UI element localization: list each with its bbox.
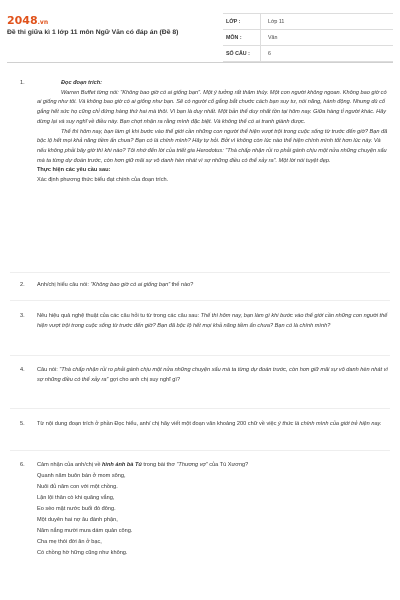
q6-pre: Cảm nhận của anh/chị về (37, 462, 102, 468)
q2-pre: Anh/chị hiểu câu nói: (37, 282, 91, 288)
q4-pre: Câu nói: (37, 367, 60, 373)
separator (10, 272, 390, 273)
q2-post: thế nào? (170, 282, 194, 288)
poem (37, 471, 389, 559)
meta-row-socau (223, 46, 393, 62)
header (0, 0, 400, 60)
q1-number: 1. (20, 80, 25, 86)
logo-sub: .vn (37, 19, 49, 26)
poem-line: Nuôi đủ năm con với một chồng. (37, 483, 118, 490)
q6-bold: hình ảnh bà Tú (102, 462, 142, 468)
meta-value-mon: Văn (268, 34, 278, 41)
q4-body (37, 366, 389, 385)
meta-row-mon (223, 30, 393, 46)
q6-quote: “Thương vợ” (176, 462, 208, 468)
doc-title: Đề thi giữa kì 1 lớp 11 môn Ngữ Văn có đáp án (Đề 8) (7, 29, 179, 36)
q3-pre: Nêu hiệu quả nghệ thuật của các câu hỏi tu từ trong các câu sau: (37, 313, 201, 319)
q2-body (37, 281, 389, 291)
q6-body (37, 461, 389, 559)
meta-label-lop: LỚP : (223, 14, 261, 29)
poem-line: Cha mẹ thói đời ăn ở bạc, (37, 538, 102, 545)
q3-body (37, 312, 389, 331)
meta-label-socau: SỐ CÂU : (223, 46, 261, 61)
site-logo[interactable] (7, 14, 48, 27)
q4-quote: “Thà chấp nhận rủi ro phải gánh chịu một nửa những chuyện xấu mà ta từng dự đoán trước, còn hơn giữ mãi sự vô danh hèn nhát vì sợ những điều có thể xảy ra” (37, 367, 388, 383)
q6-mid: trong bài thơ (141, 462, 177, 468)
q1-task-label: Thực hiện các yêu cầu sau: (37, 167, 111, 174)
q2-number: 2. (20, 282, 25, 288)
q5-quote: ý thức là chính mình của giới trẻ hiện nay. (277, 421, 382, 427)
q1-paragraph-1: Warren Buffet từng nói: “Không bao giờ có ai giống bạn”. Một ý tưởng rất thâm thúy. Một con người không ngoan. Không bao giờ có ai giống như tôi. Và không bao giờ có ai giống như bạn. Sẽ có người cố gắng bắt chước cách bạn suy tư, nói năng, hành động. Nhưng dù cố gắng hết sức họ cũng chỉ đứng hàng thứ hai mà thôi. Vì bạn là duy nhất. Một bản thể duy nhất tồn tại hôm nay. Giữa hàng tỉ người khác. Hãy dừng lại và suy nghĩ về điều này. Bạn chợt nhận ra rằng mình đặc biệt. Và không thể có ai tranh giành được. (37, 89, 387, 125)
separator (10, 408, 390, 409)
meta-value-socau: 6 (268, 50, 271, 57)
poem-line: Eo sèo mặt nước buổi đò đông. (37, 505, 116, 512)
separator (10, 355, 390, 356)
meta-value-lop: Lớp 11 (268, 18, 285, 25)
q5-number: 5. (20, 421, 25, 427)
q3-number: 3. (20, 313, 25, 319)
q5-pre: Từ nội dung đoạn trích ở phần Đọc hiểu, anh/ chị hãy viết một đoạn văn khoảng 200 chữ về việc (37, 421, 278, 427)
q1-task: Xác định phương thức biểu đạt chính của đoạn trích. (37, 177, 169, 184)
header-divider (7, 62, 393, 63)
q2-quote: “Không bao giờ có ai giống bạn” (90, 282, 171, 288)
q3-quote: Thế thì hôm nay, bạn làm gì khi bước vào thế giới cần những con người thể hiện vượt trội trong cuộc sống từ trước đến giờ? Bạn đã bộc lộ hết mọi khả năng tiềm ẩn chưa? Bạn có là chính mình? (37, 313, 388, 329)
q1-heading: Đọc đoạn trích: (61, 80, 103, 86)
q6-number: 6. (20, 462, 25, 468)
q6-post: của Tú Xương? (207, 462, 249, 468)
poem-line: Năm nắng mười mưa dám quản công. (37, 527, 133, 534)
separator (10, 300, 390, 301)
meta-table (223, 13, 393, 62)
q6-prompt (37, 461, 389, 471)
poem-line: Một duyên hai nợ âu đành phận, (37, 516, 118, 523)
poem-line: Lặn lội thân cò khi quãng vắng, (37, 494, 115, 501)
q4-number: 4. (20, 367, 25, 373)
logo-main: 2048 (7, 14, 38, 27)
meta-row-lop (223, 14, 393, 30)
separator (10, 450, 390, 451)
q4-post: gợi cho anh chị suy nghĩ gì? (108, 376, 181, 383)
meta-label-mon: MÔN : (223, 30, 261, 45)
q1-body (37, 79, 389, 186)
q5-body (37, 420, 389, 430)
poem-line: Quanh năm buôn bán ở mom sông, (37, 472, 126, 479)
q1-paragraph-2: Thế thì hôm nay, bạn làm gì khi bước vào thế giới cần những con người thể hiện vượt trội trong cuộc sống từ trước đến giờ? Bạn đã bộc lộ hết mọi khả năng tiềm ẩn chưa? Bạn có là chính mình? Hãy tự hỏi. Bởi vì không còn lúc nào thể hiện chính mình tốt hơn lúc này. Và nếu không phải bây giờ thì khi nào? Tôi nhớ đến lời của triết gia Herodotus: “Thà chấp nhận rủi ro phải gánh chịu một nửa những chuyện xấu mà ta từng dự đoán trước, còn hơn giữ mãi sự vô danh hèn nhát vì sợ những điều có thể xảy ra”. Một lời nói tuyệt đẹp. (37, 128, 388, 164)
poem-line: Có chồng hờ hững cũng như không. (37, 549, 128, 556)
